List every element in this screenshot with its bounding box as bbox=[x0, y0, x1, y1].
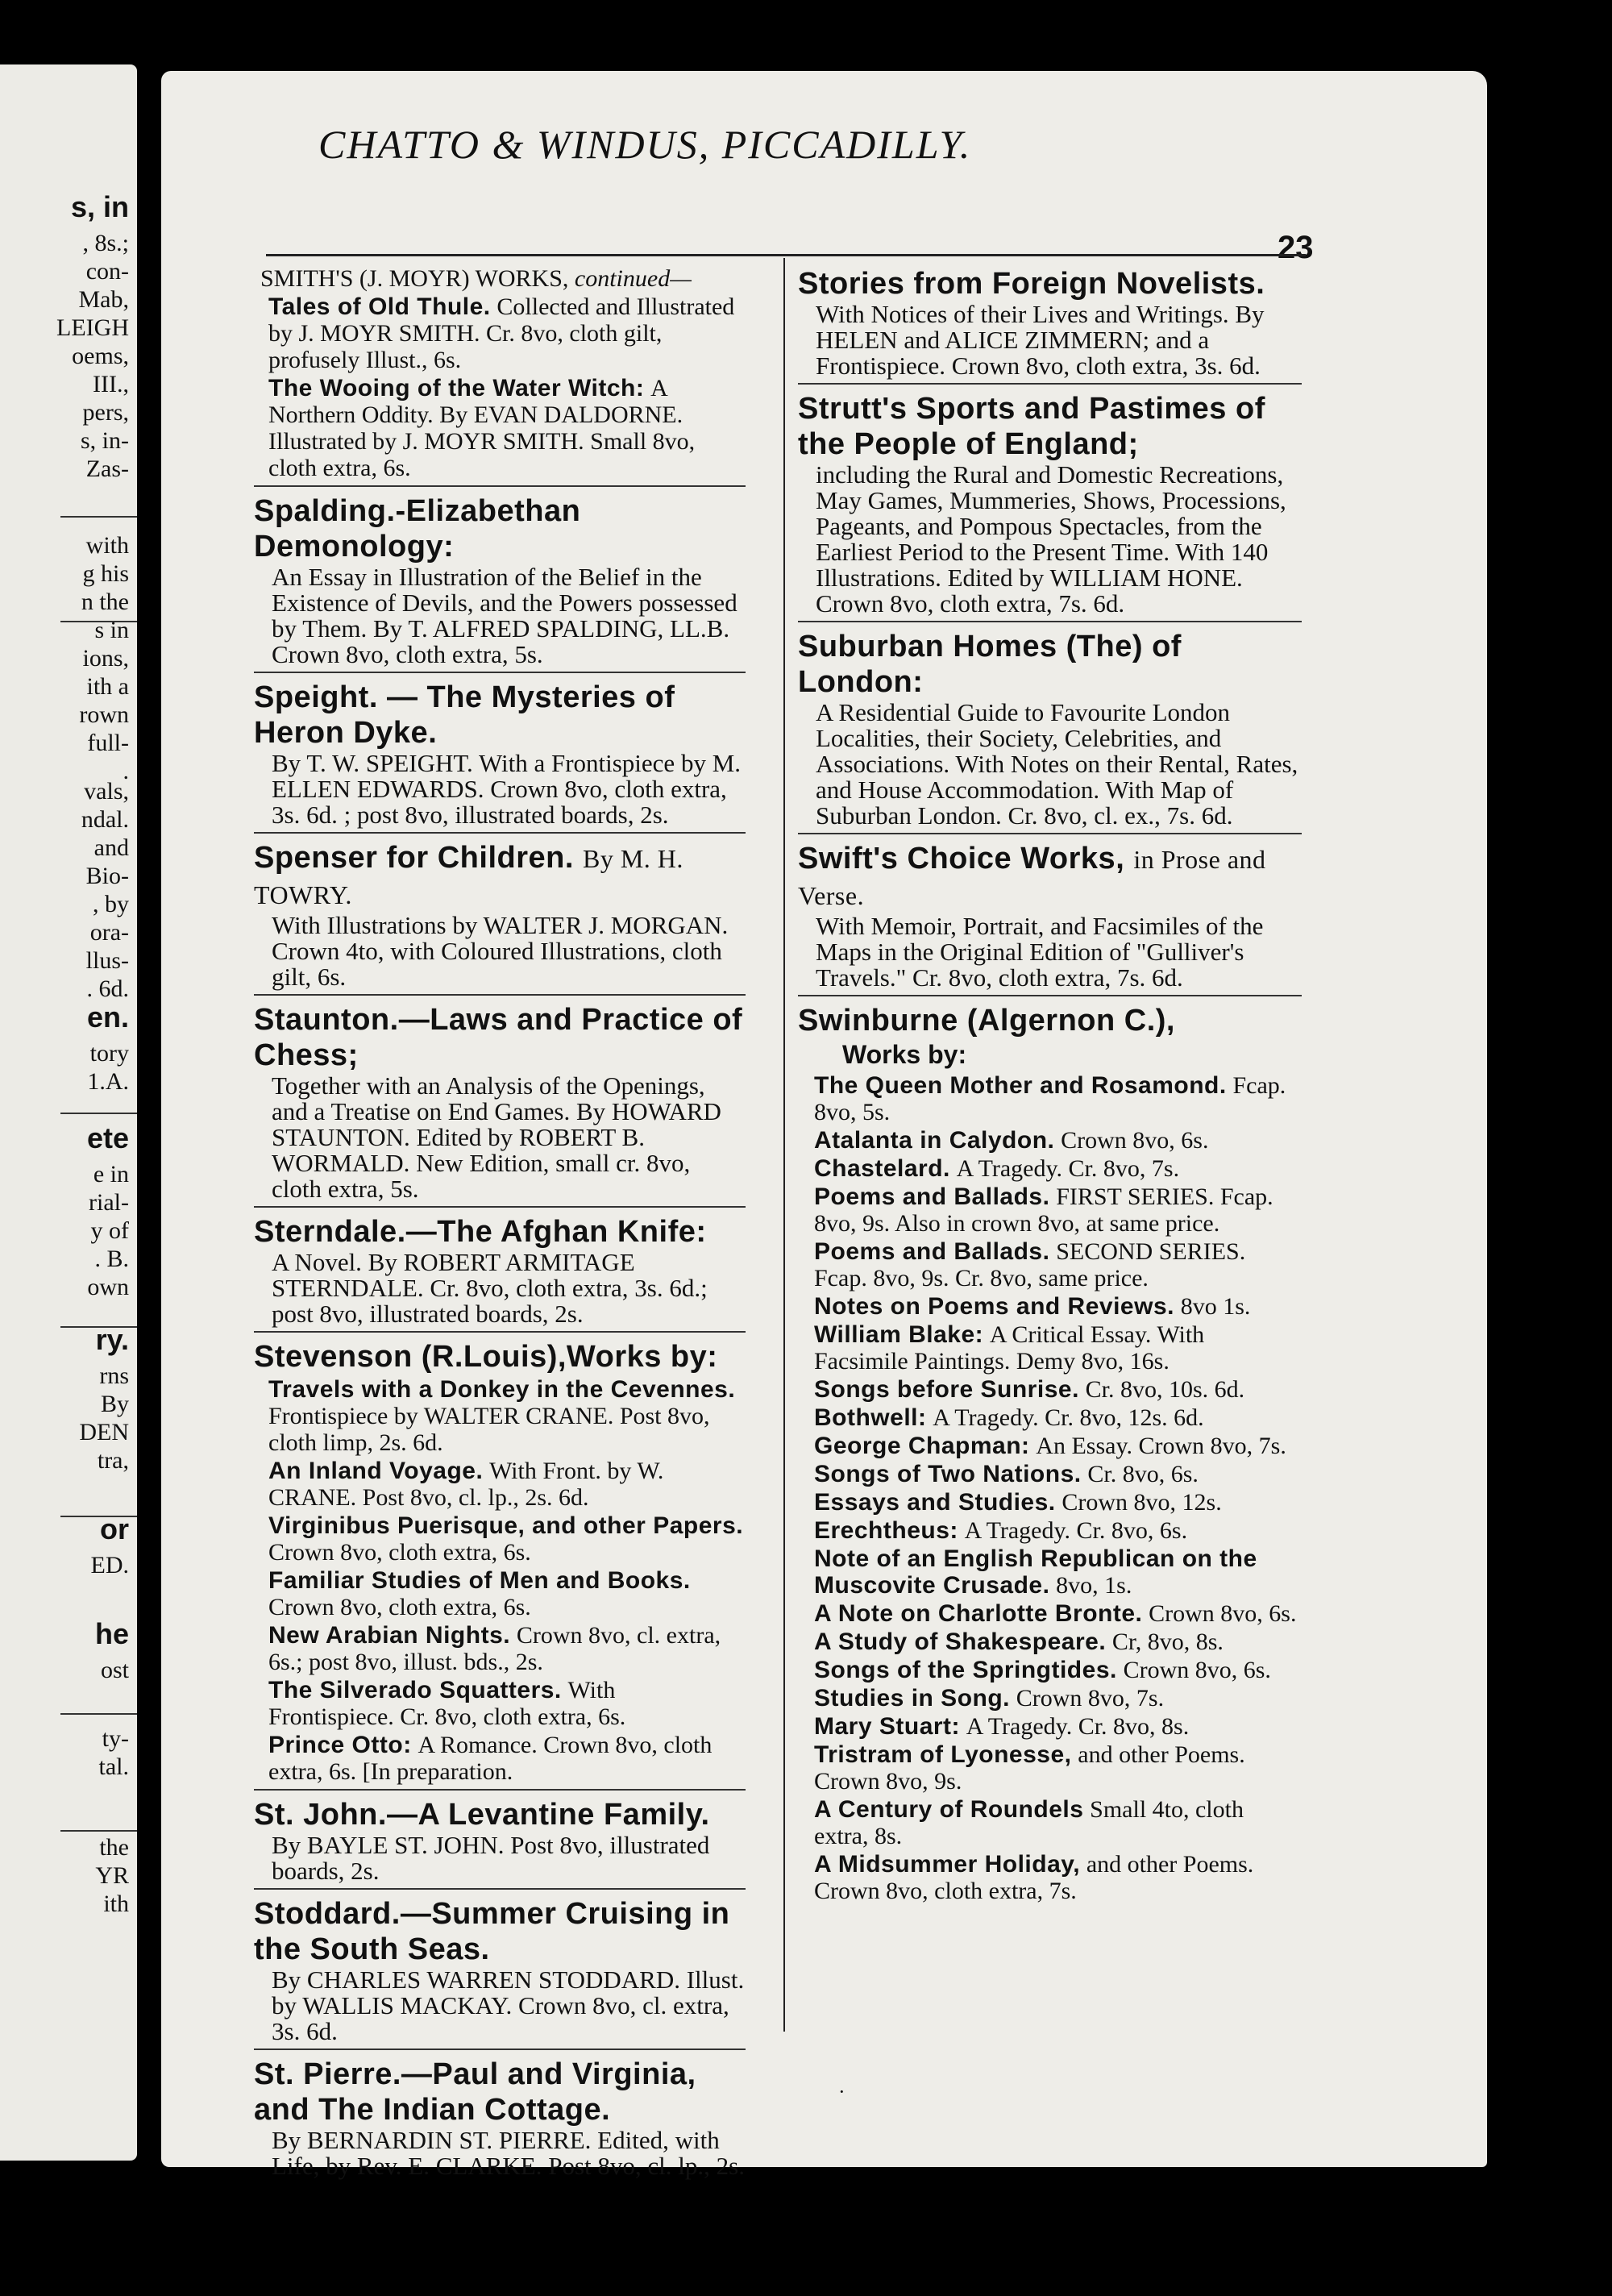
catalogue-entry bbox=[798, 266, 1302, 385]
work-item bbox=[814, 1600, 1302, 1627]
catalogue-entry bbox=[798, 629, 1302, 834]
entry-title: Swinburne (Algernon C.), bbox=[798, 1004, 1175, 1038]
work-details: With Frontispiece. Cr. 8vo, cloth extra, 6s. bbox=[268, 1677, 626, 1730]
work-title: Prince Otto: bbox=[268, 1732, 412, 1758]
work-details: Crown 8vo, 6s. bbox=[1061, 1127, 1209, 1154]
work-details: Small 4to, cloth extra, 8s. bbox=[814, 1796, 1244, 1849]
fragment-line: s in bbox=[94, 617, 129, 643]
work-item bbox=[814, 1545, 1302, 1599]
work-title: The Queen Mother and Rosamond. bbox=[814, 1072, 1227, 1099]
fragment-rule bbox=[60, 1326, 137, 1328]
entry-description: A Novel. By ROBERT ARMITAGE STERNDALE. Cr. 8vo, cloth extra, 3s. 6d.; post 8vo, illustrated boards, 2s. bbox=[272, 1248, 708, 1328]
catalogue-entry bbox=[798, 1003, 1302, 1908]
work-details: Crown 8vo, 6s. bbox=[1149, 1600, 1297, 1627]
fragment-line: own bbox=[87, 1274, 129, 1300]
work-title: Essays and Studies. bbox=[814, 1489, 1056, 1516]
fragment-line: Mab, bbox=[78, 286, 129, 313]
fragment-line: . bbox=[123, 758, 129, 784]
entry-description: Together with an Analysis of the Openings, and a Treatise on End Games. By HOWARD STAUNTON. Edited by ROBERT B. WORMALD. New Edition, small cr. 8vo, cloth extra, 5s. bbox=[272, 1071, 721, 1203]
fragment-line: s, in- bbox=[81, 427, 129, 454]
work-details: Cr. 8vo, 10s. 6d. bbox=[1085, 1376, 1245, 1403]
fragment-line: he bbox=[94, 1617, 129, 1650]
work-details: Crown 8vo, cloth extra, 6s. bbox=[268, 1539, 531, 1566]
entry-heading bbox=[798, 841, 1302, 913]
work-details: A Northern Oddity. By EVAN DALDORNE. Illustrated by J. MOYR SMITH. Small 8vo, cloth extra, 6s. bbox=[268, 375, 696, 481]
work-item bbox=[814, 1489, 1302, 1516]
work-title: Poems and Ballads. bbox=[814, 1183, 1050, 1210]
entry-description: including the Rural and Domestic Recreations, May Games, Mummeries, Shows, Processions, Pageants, and Pompous Spectacles, from the Earliest Period to the Present Time. With 140 Illustrations. Edited by WILLIAM HONE. Crown 8vo, cloth extra, 7s. 6d. bbox=[816, 460, 1286, 618]
work-item bbox=[254, 375, 746, 481]
work-item bbox=[254, 1732, 746, 1785]
work-details: A Tragedy. Cr. 8vo, 7s. bbox=[956, 1155, 1180, 1182]
work-item bbox=[814, 1433, 1302, 1459]
work-title: Notes on Poems and Reviews. bbox=[814, 1293, 1174, 1320]
work-title: Erechtheus: bbox=[814, 1517, 958, 1544]
work-item bbox=[254, 1376, 746, 1456]
stray-mark: · bbox=[838, 2080, 845, 2103]
entry-title: St. Pierre.—Paul and Virginia, and The Indian Cottage. bbox=[254, 2057, 696, 2127]
catalogue-entry bbox=[798, 841, 1302, 996]
entry-title: Strutt's Sports and Pastimes of the People of England; bbox=[798, 392, 1265, 461]
fragment-line: ED. bbox=[90, 1552, 129, 1578]
entry-title: Stevenson (R.Louis),Works by: bbox=[254, 1340, 718, 1374]
entry-heading bbox=[798, 629, 1302, 700]
fragment-line: Bio- bbox=[85, 863, 129, 889]
work-item bbox=[814, 1796, 1302, 1849]
work-details: Crown 8vo, 6s. bbox=[1123, 1657, 1271, 1683]
work-details: SECOND SERIES. Fcap. 8vo, 9s. Cr. 8vo, same price. bbox=[814, 1238, 1246, 1292]
left-column bbox=[254, 266, 746, 2190]
work-item bbox=[814, 1238, 1302, 1292]
work-title: New Arabian Nights. bbox=[268, 1622, 511, 1649]
work-details: Crown 8vo, 12s. bbox=[1062, 1489, 1222, 1516]
work-item bbox=[814, 1461, 1302, 1487]
catalogue-entry bbox=[798, 391, 1302, 622]
work-title: A Note on Charlotte Bronte. bbox=[814, 1600, 1143, 1627]
work-details: 8vo 1s. bbox=[1180, 1293, 1251, 1320]
fragment-line: vals, bbox=[84, 778, 129, 805]
fragment-line: llus- bbox=[85, 947, 129, 974]
work-item bbox=[814, 1293, 1302, 1320]
work-item bbox=[814, 1741, 1302, 1795]
fragment-line: the bbox=[99, 1834, 129, 1861]
work-item bbox=[814, 1321, 1302, 1375]
work-item bbox=[814, 1713, 1302, 1740]
work-title: Bothwell: bbox=[814, 1404, 927, 1431]
catalogue-entry bbox=[254, 2057, 746, 2183]
fragment-line: tal. bbox=[98, 1753, 129, 1780]
work-item bbox=[254, 1567, 746, 1620]
page-number: 23 bbox=[1278, 230, 1314, 265]
work-title: The Silverado Squatters. bbox=[268, 1677, 562, 1703]
fragment-line: with bbox=[85, 532, 129, 559]
running-head: CHATTO & WINDUS, PICCADILLY. bbox=[318, 122, 972, 167]
entry-description: By CHARLES WARREN STODDARD. Illust. by WALLIS MACKAY. Crown 8vo, cl. extra, 3s. 6d. bbox=[272, 1965, 745, 2045]
fragment-rule bbox=[60, 1713, 137, 1715]
entry-title: Swift's Choice Works, bbox=[798, 842, 1125, 876]
work-details: Cr. 8vo, 6s. bbox=[1087, 1461, 1199, 1487]
entry-description: With Illustrations by WALTER J. MORGAN. Crown 4to, with Coloured Illustrations, cloth gilt, 6s. bbox=[272, 911, 729, 991]
work-details: FIRST SERIES. Fcap. 8vo, 9s. Also in crown 8vo, at same price. bbox=[814, 1183, 1273, 1237]
work-title: Tristram of Lyonesse, bbox=[814, 1741, 1072, 1768]
work-item bbox=[254, 1622, 746, 1675]
work-details: A Tragedy. Cr. 8vo, 6s. bbox=[964, 1517, 1188, 1544]
work-item bbox=[814, 1685, 1302, 1712]
continuation-heading bbox=[254, 266, 746, 292]
entry-heading bbox=[254, 1002, 746, 1073]
work-title: Travels with a Donkey in the Cevennes. bbox=[268, 1376, 736, 1403]
work-title: George Chapman: bbox=[814, 1433, 1030, 1459]
fragment-line: rial- bbox=[89, 1189, 129, 1216]
work-details: A Romance. Crown 8vo, cloth extra, 6s. [In preparation. bbox=[268, 1732, 713, 1785]
work-item bbox=[814, 1404, 1302, 1431]
fragment-line: ete bbox=[86, 1121, 129, 1154]
work-item bbox=[814, 1628, 1302, 1655]
work-title: Songs before Sunrise. bbox=[814, 1376, 1079, 1403]
entry-title: Stories from Foreign Novelists. bbox=[798, 267, 1265, 301]
entry-title: Speight. — The Mysteries of Heron Dyke. bbox=[254, 680, 675, 750]
work-item bbox=[814, 1155, 1302, 1182]
fragment-line: tra, bbox=[97, 1447, 129, 1474]
catalogue-entry bbox=[254, 1339, 746, 1791]
fragment-line: pers, bbox=[82, 399, 129, 426]
fragment-rule bbox=[60, 516, 137, 518]
work-title: Virginibus Puerisque, and other Papers. bbox=[268, 1512, 744, 1539]
entry-title: Spenser for Children. bbox=[254, 841, 574, 875]
fragment-line: DEN bbox=[79, 1419, 129, 1445]
fragment-line: tory bbox=[89, 1040, 129, 1067]
catalogue-entry bbox=[254, 1214, 746, 1333]
work-title: Note of an English Republican on the Muscovite Crusade. bbox=[814, 1545, 1257, 1599]
fragment-line: g his bbox=[82, 560, 129, 587]
work-details: Collected and Illustrated by J. MOYR SMITH. Cr. 8vo, cloth gilt, profusely Illust., 6s. bbox=[268, 293, 735, 373]
column-divider bbox=[783, 258, 785, 2032]
entry-title: Sterndale.—The Afghan Knife: bbox=[254, 1215, 707, 1249]
fragment-line: ndal. bbox=[81, 806, 129, 833]
entry-heading bbox=[254, 840, 746, 913]
work-details: An Essay. Crown 8vo, 7s. bbox=[1036, 1433, 1286, 1459]
continuation-note: continued— bbox=[574, 265, 692, 292]
work-details: and other Poems. Crown 8vo, 9s. bbox=[814, 1741, 1245, 1795]
fragment-line: LEIGH bbox=[56, 314, 129, 341]
work-details: A Critical Essay. With Facsimile Paintings. Demy 8vo, 16s. bbox=[814, 1321, 1205, 1375]
work-details: Fcap. 8vo, 5s. bbox=[814, 1072, 1286, 1125]
fragment-line: ost bbox=[100, 1657, 129, 1683]
right-column bbox=[798, 266, 1302, 1915]
work-details: Crown 8vo, cloth extra, 6s. bbox=[268, 1594, 531, 1620]
fragment-line: oems, bbox=[72, 343, 129, 369]
work-item bbox=[254, 1677, 746, 1730]
work-title: Poems and Ballads. bbox=[814, 1238, 1050, 1265]
entry-heading bbox=[254, 1797, 746, 1832]
work-item bbox=[814, 1072, 1302, 1125]
fragment-line: rns bbox=[99, 1362, 129, 1389]
work-details: A Tragedy. Cr. 8vo, 8s. bbox=[966, 1713, 1190, 1740]
works-list bbox=[254, 293, 746, 481]
entry-description: With Memoir, Portrait, and Facsimiles of the Maps in the Original Edition of "Gulliver's Travels." Cr. 8vo, cloth extra, 7s. 6d. bbox=[816, 912, 1264, 992]
entry-description: By BAYLE ST. JOHN. Post 8vo, illustrated boards, 2s. bbox=[272, 1831, 710, 1885]
catalogue-entry bbox=[254, 680, 746, 834]
work-title: Songs of the Springtides. bbox=[814, 1657, 1117, 1683]
continuation-author: SMITH'S (J. MOYR) WORKS, bbox=[260, 265, 569, 292]
work-item bbox=[814, 1851, 1302, 1904]
fragment-line: . B. bbox=[94, 1246, 129, 1272]
work-title: Tales of Old Thule. bbox=[268, 293, 491, 320]
fragment-rule bbox=[60, 1516, 137, 1517]
fragment-line: en. bbox=[86, 1000, 129, 1034]
work-title: A Study of Shakespeare. bbox=[814, 1628, 1107, 1655]
entry-title: Spalding.-Elizabethan Demonology: bbox=[254, 494, 581, 564]
fragment-line: ith a bbox=[86, 673, 129, 700]
entry-description: By BERNARDIN ST. PIERRE. Edited, with Life, by Rev. E. CLARKE. Post 8vo, cl. lp., 2s. bbox=[272, 2126, 745, 2180]
entry-title: Staunton.—Laws and Practice of Chess; bbox=[254, 1003, 743, 1072]
fragment-rule bbox=[60, 1830, 137, 1832]
fragment-line: y of bbox=[90, 1217, 129, 1244]
catalogue-entry bbox=[254, 266, 746, 487]
fragment-line: III., bbox=[93, 371, 129, 397]
fragment-line: n the bbox=[81, 589, 129, 615]
entry-heading bbox=[798, 391, 1302, 462]
work-title: The Wooing of the Water Witch: bbox=[268, 375, 645, 401]
fragment-line: ions, bbox=[82, 645, 129, 672]
works-list bbox=[798, 1072, 1302, 1904]
work-title: Studies in Song. bbox=[814, 1685, 1011, 1712]
entry-heading bbox=[798, 266, 1302, 302]
catalogue-entry bbox=[254, 1002, 746, 1208]
work-details: A Tragedy. Cr. 8vo, 12s. 6d. bbox=[933, 1404, 1204, 1431]
work-details: and other Poems. Crown 8vo, cloth extra, 7s. bbox=[814, 1851, 1254, 1904]
work-details: With Front. by W. CRANE. Post 8vo, cl. lp., 2s. 6d. bbox=[268, 1458, 664, 1511]
fragment-line: YR bbox=[95, 1862, 129, 1889]
entry-title-tail: in Prose and Verse. bbox=[798, 845, 1266, 910]
fragment-line: Zas- bbox=[85, 455, 129, 482]
work-title: An Inland Voyage. bbox=[268, 1458, 484, 1484]
entry-heading bbox=[254, 1214, 746, 1250]
fragment-line: e in bbox=[93, 1161, 129, 1188]
work-title: Familiar Studies of Men and Books. bbox=[268, 1567, 691, 1594]
entry-description: By T. W. SPEIGHT. With a Frontispiece by M. ELLEN EDWARDS. Crown 8vo, cloth extra, 3s. 6d. ; post 8vo, illustrated boards, 2s. bbox=[272, 749, 742, 829]
work-item bbox=[254, 293, 746, 373]
catalogue-entry bbox=[254, 1797, 746, 1890]
fragment-line: or bbox=[100, 1512, 129, 1545]
fragment-line: 1.A. bbox=[87, 1068, 129, 1095]
work-details: Crown 8vo, cl. extra, 6s.; post 8vo, illust. bds., 2s. bbox=[268, 1622, 721, 1675]
entry-heading bbox=[254, 2057, 746, 2128]
work-item bbox=[254, 1458, 746, 1511]
fragment-line: s, in bbox=[70, 190, 129, 223]
works-list bbox=[254, 1376, 746, 1785]
work-item bbox=[814, 1183, 1302, 1237]
entry-description: An Essay in Illustration of the Belief in the Existence of Devils, and the Powers possessed by Them. By T. ALFRED SPALDING, LL.B. Crown 8vo, cloth extra, 5s. bbox=[272, 563, 737, 668]
entry-heading bbox=[254, 1339, 746, 1375]
work-title: Atalanta in Calydon. bbox=[814, 1127, 1055, 1154]
work-details: Crown 8vo, 7s. bbox=[1016, 1685, 1165, 1712]
entry-heading bbox=[798, 1003, 1302, 1038]
entry-heading bbox=[254, 493, 746, 564]
work-details: Cr, 8vo, 8s. bbox=[1111, 1628, 1224, 1655]
entry-title: Suburban Homes (The) of London: bbox=[798, 630, 1182, 699]
catalogue-entry bbox=[254, 493, 746, 673]
fragment-line: con- bbox=[85, 258, 129, 285]
fragment-line: By bbox=[100, 1391, 129, 1417]
entry-title-tail: By M. H. TOWRY. bbox=[254, 844, 683, 909]
work-item bbox=[814, 1517, 1302, 1544]
catalogue-entry bbox=[254, 840, 746, 996]
entry-description: With Notices of their Lives and Writings. By HELEN and ALICE ZIMMERN; and a Frontispiece. Crown 8vo, cloth extra, 3s. 6d. bbox=[816, 300, 1265, 380]
header-rule bbox=[266, 254, 1306, 256]
fragment-line: , by bbox=[93, 891, 129, 917]
entry-heading bbox=[254, 680, 746, 751]
work-details: Frontispiece by WALTER CRANE. Post 8vo, cloth limp, 2s. 6d. bbox=[268, 1403, 710, 1456]
fragment-line: and bbox=[93, 834, 129, 861]
work-item bbox=[814, 1657, 1302, 1683]
fragment-line: . 6d. bbox=[86, 975, 129, 1002]
work-title: A Midsummer Holiday, bbox=[814, 1851, 1081, 1878]
work-item bbox=[814, 1127, 1302, 1154]
fragment-line: ora- bbox=[89, 919, 129, 946]
work-title: Chastelard. bbox=[814, 1155, 950, 1182]
entry-description: A Residential Guide to Favourite London Localities, their Society, Celebrities, and Associations. With Notes on their Rental, Rates, and House Accommodation. With Map of Suburban London. Cr. 8vo, cl. ex., 7s. 6d. bbox=[816, 698, 1298, 830]
work-title: Songs of Two Nations. bbox=[814, 1461, 1082, 1487]
fragment-rule bbox=[60, 1113, 137, 1114]
work-title: A Century of Roundels bbox=[814, 1796, 1084, 1823]
entry-heading bbox=[254, 1896, 746, 1967]
works-by-label: Works by: bbox=[842, 1040, 967, 1069]
work-title: Mary Stuart: bbox=[814, 1713, 961, 1740]
fragment-line: ith bbox=[103, 1890, 129, 1917]
work-title: William Blake: bbox=[814, 1321, 984, 1348]
entry-title: Stoddard.—Summer Cruising in the South Seas. bbox=[254, 1897, 730, 1966]
work-item bbox=[814, 1376, 1302, 1403]
fragment-line: full- bbox=[87, 730, 129, 756]
fragment-rule bbox=[60, 621, 137, 622]
fragment-line: ty- bbox=[102, 1725, 129, 1752]
catalogue-entry bbox=[254, 1896, 746, 2050]
work-item bbox=[254, 1512, 746, 1566]
entry-title: St. John.—A Levantine Family. bbox=[254, 1798, 710, 1832]
facing-page-fragment bbox=[0, 64, 137, 2161]
work-details: 8vo, 1s. bbox=[1056, 1572, 1132, 1599]
fragment-line: , 8s.; bbox=[82, 230, 129, 256]
fragment-line: ry. bbox=[95, 1323, 129, 1356]
fragment-line: rown bbox=[79, 701, 129, 728]
